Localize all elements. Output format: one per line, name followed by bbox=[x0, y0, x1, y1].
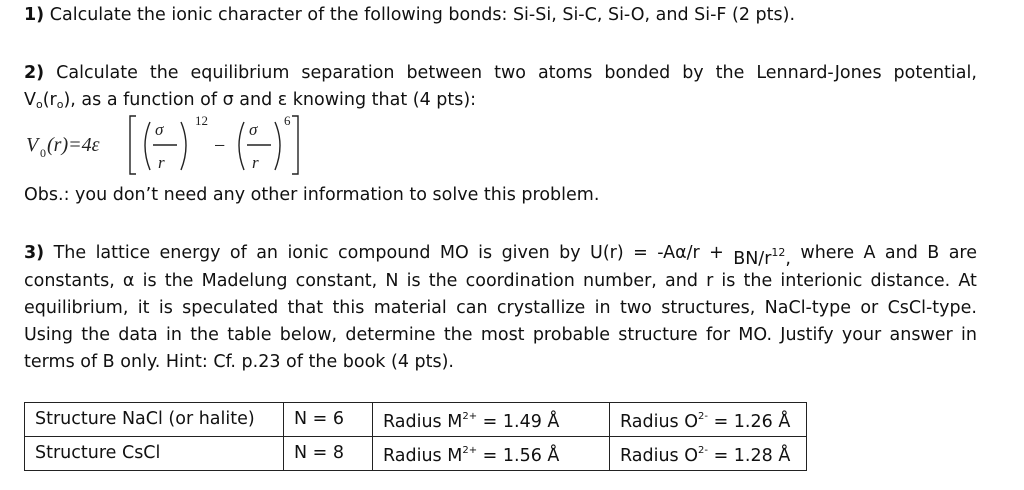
q3-word: + bbox=[709, 243, 724, 263]
formula-left-paren-1 bbox=[145, 122, 150, 170]
q3-word: an bbox=[256, 243, 279, 263]
q3-word: constant, bbox=[295, 271, 378, 291]
coordination-cell: N = 8 bbox=[284, 437, 373, 471]
q2-word: Calculate bbox=[56, 63, 138, 83]
anion-charge: 2- bbox=[698, 445, 708, 456]
q3-word: interionic bbox=[780, 271, 863, 291]
table-row bbox=[25, 403, 807, 437]
structure-cell: Structure CsCl bbox=[25, 437, 284, 471]
bn-base: BN/r bbox=[733, 249, 772, 269]
q2-word: bonded bbox=[604, 63, 671, 83]
q3-word: is bbox=[406, 271, 421, 291]
q3-word: given bbox=[501, 243, 550, 263]
coordination-cell: N = 6 bbox=[284, 403, 373, 437]
question-3-line-1 bbox=[24, 241, 977, 271]
q3-word: or bbox=[860, 298, 879, 318]
question-3-number: 3) bbox=[24, 243, 45, 263]
q3-word: in bbox=[960, 325, 977, 345]
q3-word: speculated bbox=[182, 298, 279, 318]
q3-word: r bbox=[706, 271, 714, 291]
formula-right-bracket bbox=[292, 116, 298, 174]
question-2-line-2-text: ), as a function of σ and ε knowing that (4 pts): bbox=[63, 90, 477, 110]
q3-word: answer bbox=[889, 325, 953, 345]
q3-word: constants, bbox=[24, 271, 115, 291]
question-3-line-3 bbox=[24, 296, 977, 320]
question-3-line-5-text: terms of B only. Hint: Cf. p.23 of the book (4 pts). bbox=[24, 352, 454, 372]
q2-word: potential, bbox=[893, 63, 977, 83]
cation-charge: 2+ bbox=[462, 411, 478, 422]
observation-text: Obs.: you don’t need any other information to solve this problem. bbox=[24, 185, 600, 205]
lennard-jones-formula bbox=[24, 112, 304, 176]
q2-word: the bbox=[715, 63, 745, 83]
q3-word: for bbox=[705, 325, 731, 345]
q2-word: equilibrium bbox=[190, 63, 290, 83]
q3-word: is bbox=[142, 271, 157, 291]
cation-radius-value: = 1.56 Å bbox=[477, 446, 560, 466]
bn-term bbox=[733, 241, 791, 271]
question-1 bbox=[24, 3, 795, 27]
q3-word: NaCl-type bbox=[764, 298, 851, 318]
q3-word: the bbox=[428, 271, 458, 291]
question-3-line-2 bbox=[24, 269, 977, 293]
q3-word: can bbox=[456, 298, 488, 318]
q3-word: below, bbox=[279, 325, 338, 345]
formula-exponent-12: 12 bbox=[195, 113, 208, 128]
q3-word: the bbox=[81, 325, 110, 345]
q3-word: number, bbox=[582, 271, 657, 291]
q3-word: is bbox=[721, 271, 736, 291]
structure-cell: Structure NaCl (or halite) bbox=[25, 403, 284, 437]
formula-left-bracket bbox=[130, 116, 136, 174]
q3-word: CsCl-type. bbox=[887, 298, 977, 318]
q3-word: and bbox=[665, 271, 698, 291]
q3-word: data bbox=[118, 325, 158, 345]
q3-word: by bbox=[559, 243, 581, 263]
question-3-line-5 bbox=[24, 350, 454, 374]
q3-word: and bbox=[884, 243, 918, 263]
q3-word: crystallize bbox=[496, 298, 586, 318]
r-symbol: (r bbox=[42, 90, 57, 110]
q3-word: Madelung bbox=[201, 271, 288, 291]
q3-word: that bbox=[287, 298, 324, 318]
anion-radius-cell bbox=[610, 403, 807, 437]
q3-word: The bbox=[53, 243, 87, 263]
cation-radius-cell bbox=[373, 437, 610, 471]
formula-right-paren-1 bbox=[181, 122, 186, 170]
q3-word: α bbox=[122, 271, 135, 291]
r-subscript: o bbox=[56, 98, 64, 111]
formula-minus: − bbox=[214, 135, 226, 157]
formula-v-subscript: 0 bbox=[40, 146, 46, 160]
q3-word: A bbox=[863, 243, 876, 263]
q2-word: Lennard-Jones bbox=[756, 63, 882, 83]
q3-word: Justify bbox=[780, 325, 834, 345]
v-symbol: V bbox=[24, 90, 36, 110]
q3-word: U(r) bbox=[590, 243, 624, 263]
q2-word: the bbox=[149, 63, 179, 83]
formula-left-paren-2 bbox=[239, 122, 244, 170]
formula-r-1: r bbox=[158, 153, 165, 172]
cation-radius-value: = 1.49 Å bbox=[477, 412, 560, 432]
q3-word: in bbox=[165, 325, 182, 345]
q2-word: two bbox=[494, 63, 526, 83]
cation-radius-label: Radius M bbox=[383, 412, 463, 432]
q3-word: Using bbox=[24, 325, 73, 345]
q2-word: atoms bbox=[537, 63, 593, 83]
q3-word: distance. bbox=[870, 271, 951, 291]
anion-radius-label: Radius O bbox=[620, 412, 699, 432]
q3-word: lattice bbox=[95, 243, 151, 263]
question-2-observation bbox=[24, 183, 599, 207]
formula-sigma-2: σ bbox=[249, 120, 258, 139]
q2-word: separation bbox=[301, 63, 395, 83]
q3-word: -Aα/r bbox=[657, 243, 700, 263]
formula-r-2: r bbox=[252, 153, 259, 172]
cation-radius-cell bbox=[373, 403, 610, 437]
anion-radius-value: = 1.28 Å bbox=[708, 446, 791, 466]
question-2-number: 2) bbox=[24, 63, 45, 83]
cation-charge: 2+ bbox=[462, 445, 478, 456]
formula-v: V bbox=[26, 134, 39, 156]
anion-radius-cell bbox=[610, 437, 807, 471]
question-1-text: Calculate the ionic character of the following bonds: Si-Si, Si-C, Si-O, and Si-F (2 pts). bbox=[49, 5, 796, 25]
bn-exponent: 12 bbox=[771, 246, 786, 259]
q3-word: is bbox=[478, 243, 493, 263]
v-subscript: o bbox=[35, 98, 43, 111]
q3-word: the bbox=[443, 325, 473, 345]
cation-radius-label: Radius M bbox=[383, 446, 463, 466]
q3-word: the bbox=[743, 271, 773, 291]
q3-word: structure bbox=[618, 325, 698, 345]
q3-word: probable bbox=[532, 325, 611, 345]
q3-word: two bbox=[619, 298, 652, 318]
q3-word: At bbox=[958, 271, 977, 291]
q3-word: it bbox=[137, 298, 150, 318]
q3-word: determine bbox=[345, 325, 436, 345]
question-2-line-1 bbox=[24, 61, 977, 85]
q3-word: are bbox=[948, 243, 977, 263]
anion-charge: 2- bbox=[698, 411, 708, 422]
q3-word: this bbox=[332, 298, 365, 318]
q3-word: = bbox=[633, 243, 648, 263]
q3-word: table bbox=[227, 325, 272, 345]
q3-word: the bbox=[190, 325, 219, 345]
formula-right-paren-2 bbox=[275, 122, 280, 170]
q3-word: is bbox=[158, 298, 173, 318]
question-1-number: 1) bbox=[24, 5, 45, 25]
q3-word: most bbox=[480, 325, 525, 345]
q3-word: B bbox=[927, 243, 940, 263]
question-3-line-4 bbox=[24, 323, 977, 347]
q3-word: of bbox=[229, 243, 247, 263]
q3-word: energy bbox=[159, 243, 221, 263]
q3-word: N bbox=[385, 271, 399, 291]
q3-word: structures, bbox=[661, 298, 756, 318]
formula-lhs-argument: (r)=4ε bbox=[47, 134, 100, 156]
anion-radius-label: Radius O bbox=[620, 446, 699, 466]
q3-word: in bbox=[594, 298, 611, 318]
q3-word: compound bbox=[338, 243, 431, 263]
q3-word: MO bbox=[439, 243, 469, 263]
formula-exponent-6: 6 bbox=[284, 113, 291, 128]
q3-word: where bbox=[800, 243, 855, 263]
q3-word: coordination bbox=[465, 271, 575, 291]
q3-word: ionic bbox=[287, 243, 329, 263]
q3-comma: , bbox=[785, 249, 791, 269]
q3-word: your bbox=[841, 325, 882, 345]
q3-word: MO. bbox=[738, 325, 773, 345]
table-row bbox=[25, 437, 807, 471]
q3-word: equilibrium, bbox=[24, 298, 129, 318]
q3-word: material bbox=[373, 298, 447, 318]
structure-data-table bbox=[24, 402, 807, 471]
q2-word: between bbox=[406, 63, 483, 83]
q3-word: the bbox=[164, 271, 194, 291]
anion-radius-value: = 1.26 Å bbox=[708, 412, 791, 432]
q2-word: by bbox=[682, 63, 704, 83]
formula-sigma-1: σ bbox=[155, 120, 164, 139]
